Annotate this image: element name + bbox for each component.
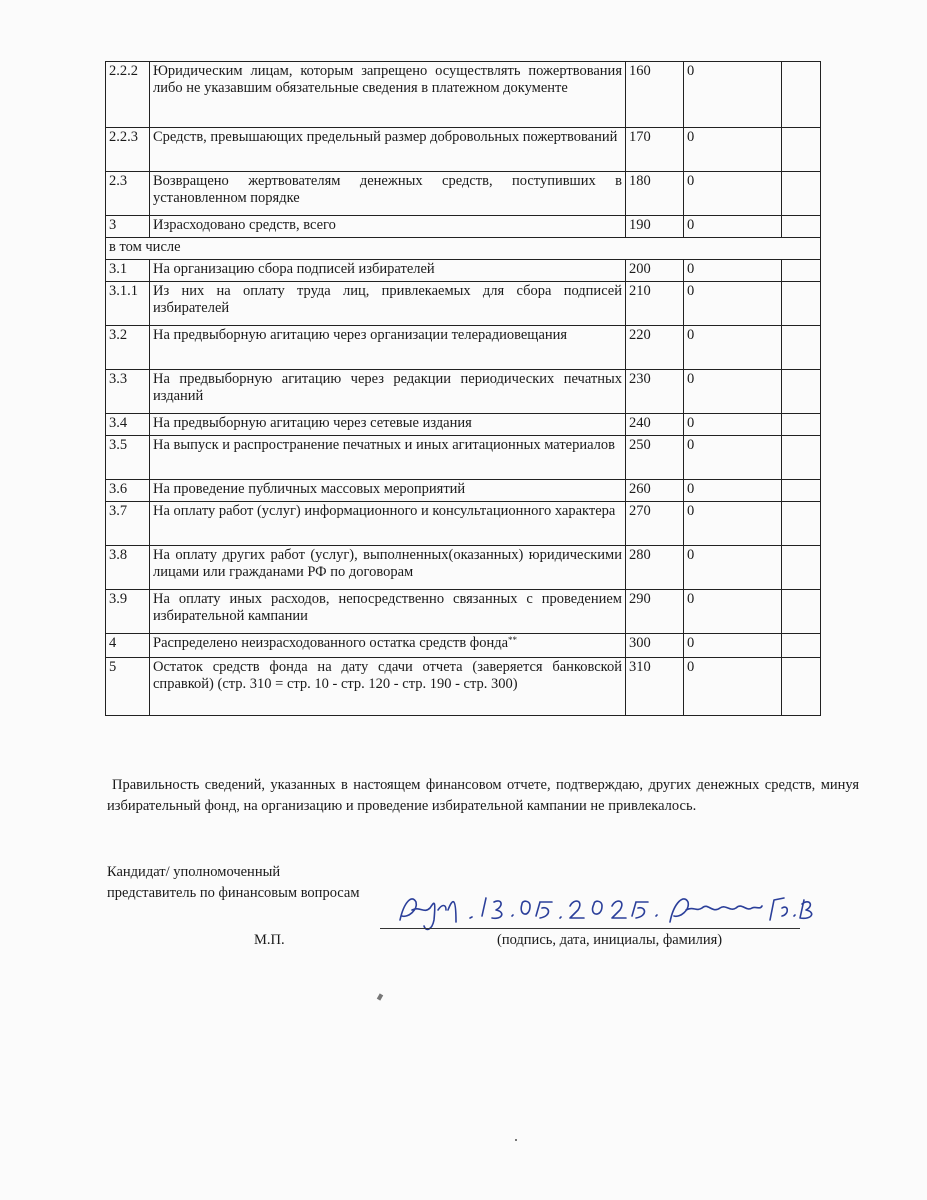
row-description: На предвыборную агитацию через редакции периодических печатных изданий [150, 370, 626, 414]
row-line-code: 190 [626, 216, 684, 238]
table-row [106, 282, 821, 326]
row-line-code: 220 [626, 326, 684, 370]
row-blank-cell [782, 128, 821, 172]
row-amount: 0 [684, 502, 782, 546]
row-description: На оплату иных расходов, непосредственно связанных с проведением избирательной кампании [150, 590, 626, 634]
table-row [106, 436, 821, 480]
row-description: Юридическим лицам, которым запрещено осуществлять пожертвования либо не указавшим обязательные сведения в платежном документе [150, 62, 626, 128]
row-blank-cell [782, 260, 821, 282]
row-number: 3 [106, 216, 150, 238]
row-line-code: 180 [626, 172, 684, 216]
row-blank-cell [782, 658, 821, 716]
row-description: На оплату работ (услуг) информационного и консультационного характера [150, 502, 626, 546]
row-line-code: 250 [626, 436, 684, 480]
table-row [106, 658, 821, 716]
table-row [106, 480, 821, 502]
row-description: На предвыборную агитацию через сетевые издания [150, 414, 626, 436]
row-blank-cell [782, 62, 821, 128]
table-row [106, 502, 821, 546]
confirmation-statement: Правильность сведений, указанных в настоящем финансовом отчете, подтверждаю, других денежных средств, минуя избирательный фонд, на организацию и проведение избирательной кампании не привлекалось. [107, 777, 859, 814]
row-description: На оплату других работ (услуг), выполненных(оказанных) юридическими лицами или гражданами РФ по договорам [150, 546, 626, 590]
row-amount: 0 [684, 216, 782, 238]
signer-title-line2: представитель по финансовым вопросам [107, 885, 360, 901]
row-amount: 0 [684, 414, 782, 436]
row-description: Израсходовано средств, всего [150, 216, 626, 238]
row-amount: 0 [684, 260, 782, 282]
row-description: Возвращено жертвователям денежных средств, поступивших в установленном порядке [150, 172, 626, 216]
row-number: 2.2.2 [106, 62, 150, 128]
finance-report-table [105, 61, 821, 716]
row-line-code: 160 [626, 62, 684, 128]
row-amount: 0 [684, 436, 782, 480]
signer-title-line1: Кандидат/ уполномоченный [107, 864, 281, 880]
table-row [106, 326, 821, 370]
row-amount: 0 [684, 370, 782, 414]
row-blank-cell [782, 590, 821, 634]
row-number: 3.1 [106, 260, 150, 282]
row-description: На предвыборную агитацию через организации телерадиовещания [150, 326, 626, 370]
row-amount: 0 [684, 658, 782, 716]
row-line-code: 170 [626, 128, 684, 172]
row-blank-cell [782, 172, 821, 216]
row-description: Средств, превышающих предельный размер добровольных пожертвований [150, 128, 626, 172]
row-description: Распределено неизрасходованного остатка средств фонда** [150, 634, 626, 658]
row-number: 2.3 [106, 172, 150, 216]
signature-line [380, 928, 800, 929]
scan-speck [515, 1139, 517, 1141]
row-amount: 0 [684, 282, 782, 326]
signer-block [107, 862, 407, 904]
row-number: 3.9 [106, 590, 150, 634]
row-amount: 0 [684, 590, 782, 634]
row-line-code: 310 [626, 658, 684, 716]
section-label: в том числе [106, 238, 821, 260]
row-amount: 0 [684, 62, 782, 128]
row-number: 3.5 [106, 436, 150, 480]
row-number: 2.2.3 [106, 128, 150, 172]
row-line-code: 270 [626, 502, 684, 546]
row-blank-cell [782, 326, 821, 370]
footnote-marker: ** [508, 635, 518, 645]
row-amount: 0 [684, 326, 782, 370]
row-description: На выпуск и распространение печатных и иных агитационных материалов [150, 436, 626, 480]
row-number: 3.7 [106, 502, 150, 546]
table-row [106, 216, 821, 238]
row-blank-cell [782, 414, 821, 436]
row-description: На организацию сбора подписей избирателей [150, 260, 626, 282]
stamp-place-label: М.П. [254, 932, 285, 948]
row-blank-cell [782, 502, 821, 546]
table-row [106, 260, 821, 282]
signature-caption: (подпись, дата, инициалы, фамилия) [497, 932, 723, 948]
row-description: Из них на оплату труда лиц, привлекаемых для сбора подписей избирателей [150, 282, 626, 326]
row-blank-cell [782, 546, 821, 590]
row-line-code: 280 [626, 546, 684, 590]
row-number: 3.8 [106, 546, 150, 590]
table-row [106, 62, 821, 128]
table-row [106, 172, 821, 216]
row-number: 4 [106, 634, 150, 658]
row-line-code: 240 [626, 414, 684, 436]
row-amount: 0 [684, 128, 782, 172]
row-blank-cell [782, 436, 821, 480]
row-amount: 0 [684, 172, 782, 216]
row-line-code: 200 [626, 260, 684, 282]
row-number: 3.3 [106, 370, 150, 414]
row-blank-cell [782, 480, 821, 502]
scan-speck [377, 993, 383, 1000]
table-row [106, 370, 821, 414]
row-line-code: 290 [626, 590, 684, 634]
row-number: 5 [106, 658, 150, 716]
row-line-code: 300 [626, 634, 684, 658]
table-row [106, 414, 821, 436]
row-description: Остаток средств фонда на дату сдачи отчета (заверяется банковской справкой) (стр. 310 = стр. 10 - стр. 120 - стр. 190 - стр. 300) [150, 658, 626, 716]
row-number: 3.2 [106, 326, 150, 370]
table-row [106, 128, 821, 172]
row-amount: 0 [684, 546, 782, 590]
row-line-code: 210 [626, 282, 684, 326]
table-row [106, 546, 821, 590]
table-section-row [106, 238, 821, 260]
row-amount: 0 [684, 480, 782, 502]
row-blank-cell [782, 370, 821, 414]
row-line-code: 260 [626, 480, 684, 502]
row-line-code: 230 [626, 370, 684, 414]
row-blank-cell [782, 216, 821, 238]
row-number: 3.4 [106, 414, 150, 436]
row-number: 3.6 [106, 480, 150, 502]
table-row [106, 634, 821, 658]
table-row [106, 590, 821, 634]
report-table-body [106, 62, 821, 716]
handwritten-signature [390, 880, 820, 935]
row-number: 3.1.1 [106, 282, 150, 326]
row-description: На проведение публичных массовых мероприятий [150, 480, 626, 502]
row-amount: 0 [684, 634, 782, 658]
row-blank-cell [782, 282, 821, 326]
row-blank-cell [782, 634, 821, 658]
